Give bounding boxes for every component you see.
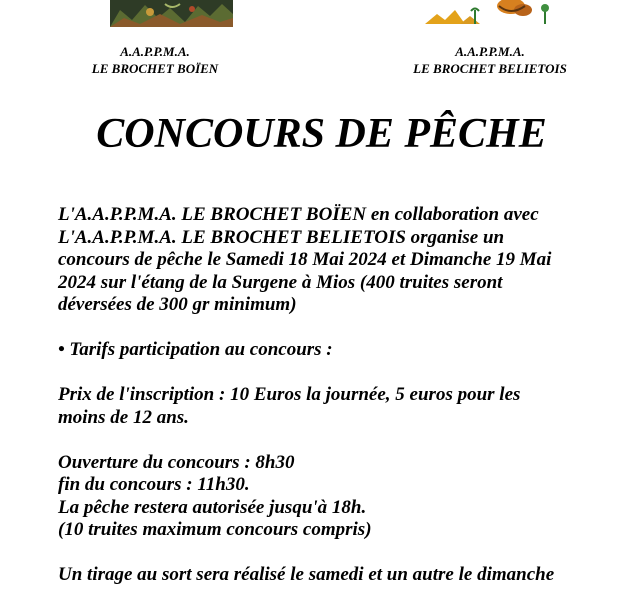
intro-line: déversées de 300 gr minimum) <box>58 294 297 315</box>
prix-paragraph <box>58 384 588 429</box>
org-left-line2: LE BROCHET BOÏEN <box>91 61 219 76</box>
horaires-paragraph <box>58 452 588 542</box>
aappma-belietois-logo <box>425 0 555 24</box>
tirage-paragraph <box>58 564 588 587</box>
horaires-line: fin du concours : 11h30. <box>58 474 250 495</box>
intro-line: L'A.A.P.P.M.A. LE BROCHET BELIETOIS organise un <box>58 226 505 248</box>
horaires-line: (10 truites maximum concours compris) <box>58 519 372 540</box>
prix-line: moins de 12 ans. <box>58 406 189 428</box>
horaires-line: La pêche restera autorisée jusqu'à 18h. <box>58 496 367 518</box>
tarifs-heading: • Tarifs participation au concours : <box>58 339 333 360</box>
tarifs-heading-paragraph <box>58 339 588 362</box>
page-title: CONCOURS DE PÊCHE <box>96 111 547 157</box>
horaires-line: Ouverture du concours : 8h30 <box>58 451 295 473</box>
org-left-line1: A.A.P.P.M.A. <box>120 44 190 59</box>
tirage-line: Un tirage au sort sera réalisé le samedi et un autre le dimanche <box>58 564 555 585</box>
intro-line: 2024 sur l'étang de la Surgene à Mios (400 truites seront <box>58 271 503 293</box>
org-right-line1: A.A.P.P.M.A. <box>455 44 525 59</box>
org-right <box>390 43 590 77</box>
intro-paragraph <box>58 204 588 317</box>
aappma-boien-logo <box>110 0 233 27</box>
intro-line: concours de pêche le Samedi 18 Mai 2024 et Dimanche 19 Mai <box>58 249 552 270</box>
prix-line: Prix de l'inscription : 10 Euros la journée, 5 euros pour les <box>58 384 521 405</box>
org-right-line2: LE BROCHET BELIETOIS <box>413 61 567 76</box>
intro-line: L'A.A.P.P.M.A. LE BROCHET BOÏEN en collaboration avec <box>58 204 539 225</box>
org-left <box>55 43 255 77</box>
body-text <box>58 204 588 609</box>
